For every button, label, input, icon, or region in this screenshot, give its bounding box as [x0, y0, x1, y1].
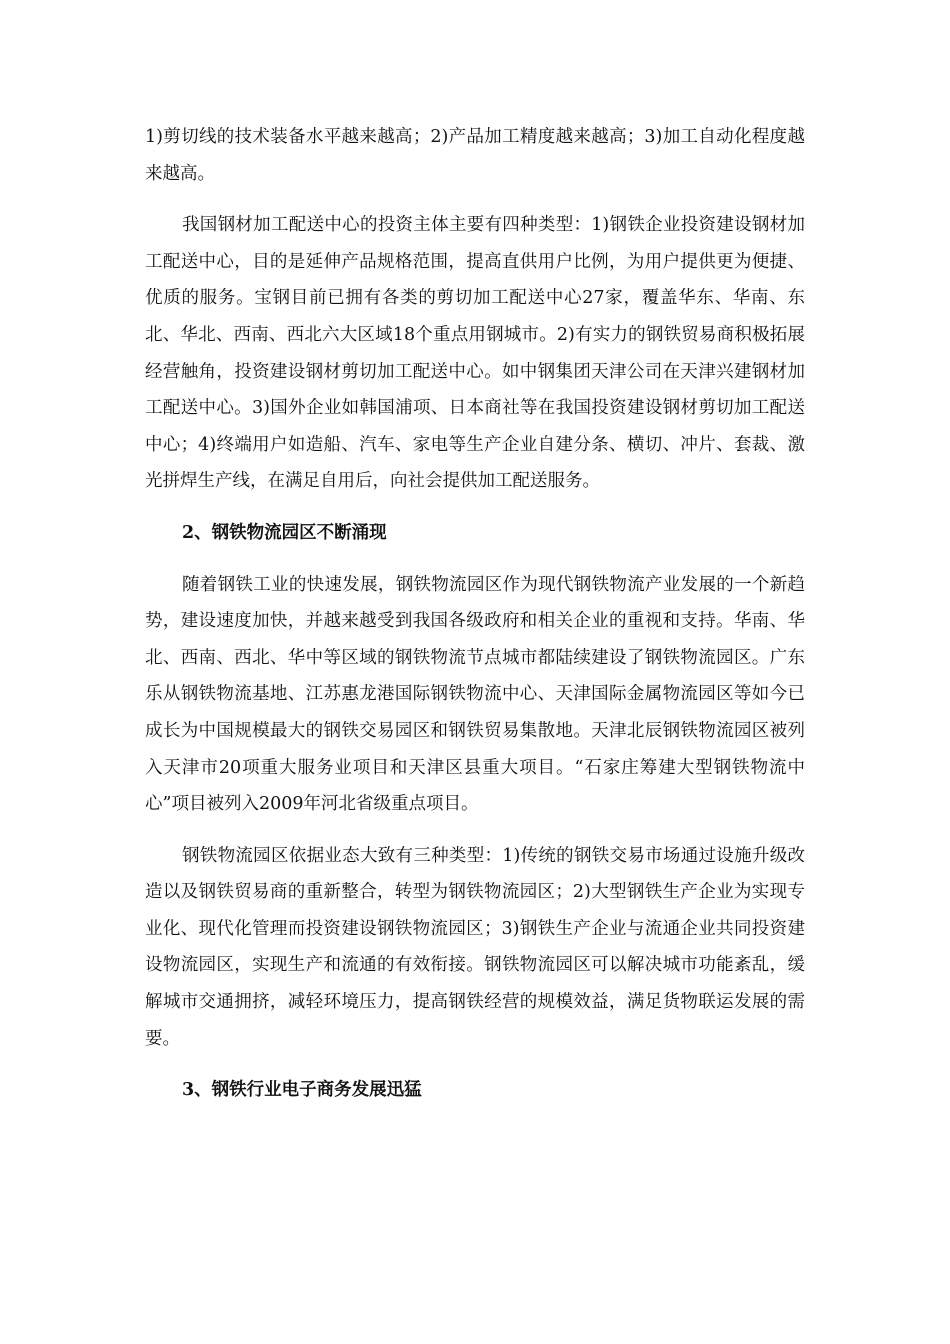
section-heading-ecommerce: 3、钢铁行业电子商务发展迅猛: [182, 1080, 422, 1101]
paragraph-logistics-parks-growth: 随着钢铁工业的快速发展，钢铁物流园区作为现代钢铁物流产业发展的一个新趋势，建设速度加快，并越来越受到我国各级政府和相关企业的重视和支持。华南、华北、西南、西北、华中等区域的钢铁物流节点城市都陆续建设了钢铁物流园区。广东乐从钢铁物流基地、江苏惠龙港国际钢铁物流中心、天津国际金属物流园区等如今已成长为中国规模最大的钢铁交易园区和钢铁贸易集散地。天津北辰钢铁物流园区被列入天津市20项重大服务业项目和天津区县重大项目。“石家庄筹建大型钢铁物流中心”项目被列入2009年河北省级重点项目。: [145, 574, 805, 815]
paragraph-processing-trends: 1)剪切线的技术装备水平越来越高；2)产品加工精度越来越高；3)加工自动化程度越来越高。: [145, 127, 805, 184]
section-heading-logistics-parks: 2、钢铁物流园区不断涌现: [182, 522, 387, 543]
paragraph-investment-types: 我国钢材加工配送中心的投资主体主要有四种类型：1)钢铁企业投资建设钢材加工配送中心，目的是延伸产品规格范围，提高直供用户比例，为用户提供更为便捷、优质的服务。宝钢目前已拥有各类的剪切加工配送中心27家，覆盖华东、华南、东北、华北、西南、西北六大区域18个重点用钢城市。2)有实力的钢铁贸易商积极拓展经营触角，投资建设钢材剪切加工配送中心。如中钢集团天津公司在天津兴建钢材加工配送中心。3)国外企业如韩国浦项、日本商社等在我国投资建设钢材剪切加工配送中心；4)终端用户如造船、汽车、家电等生产企业自建分条、横切、冲片、套裁、激光拼焊生产线，在满足自用后，向社会提供加工配送服务。: [145, 215, 805, 492]
document-page: [145, 119, 805, 1109]
paragraph-logistics-parks-types: 钢铁物流园区依据业态大致有三种类型：1)传统的钢铁交易市场通过设施升级改造以及钢铁贸易商的重新整合，转型为钢铁物流园区；2)大型钢铁生产企业为实现专业化、现代化管理而投资建设钢铁物流园区；3)钢铁生产企业与流通企业共同投资建设物流园区，实现生产和流通的有效衔接。钢铁物流园区可以解决城市功能紊乱，缓解城市交通拥挤，减轻环境压力，提高钢铁经营的规模效益，满足货物联运发展的需要。: [145, 845, 805, 1049]
